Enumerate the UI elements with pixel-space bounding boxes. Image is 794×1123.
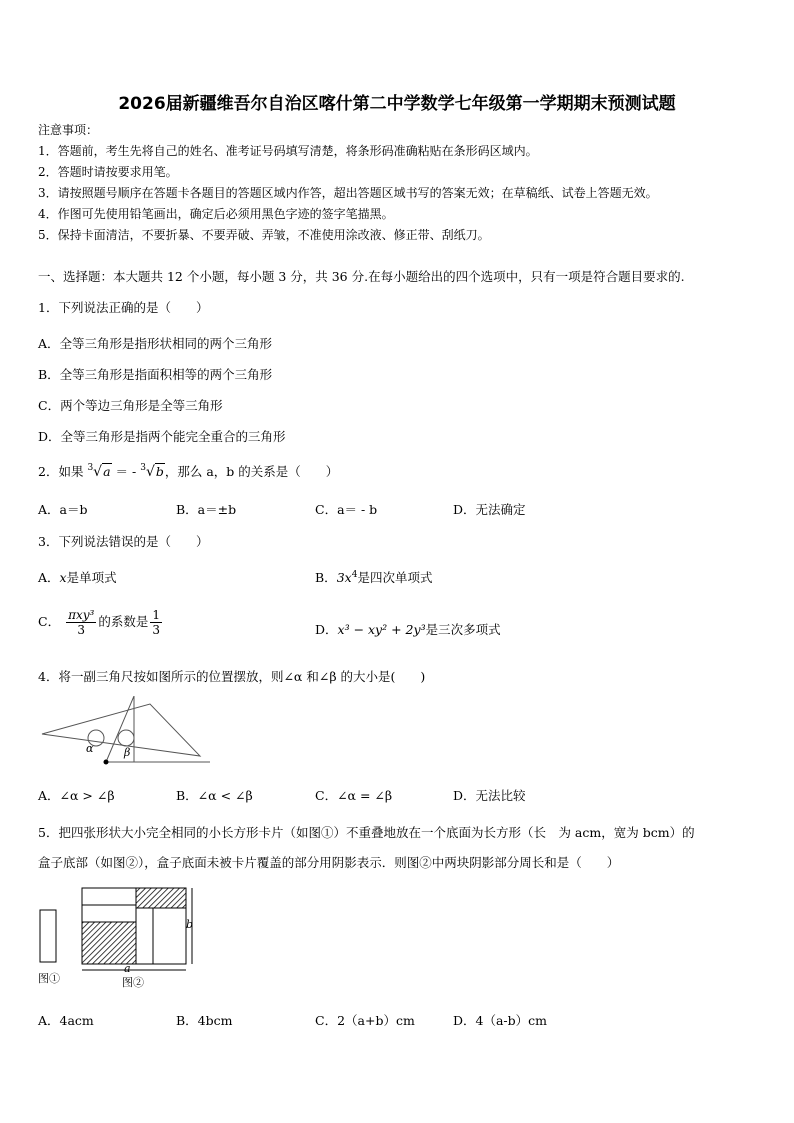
question-4-stem: 4．将一副三角尺按如图所示的位置摆放，则∠α 和∠β 的大小是( )	[38, 669, 426, 684]
question-2-option-b: B．a＝±b	[176, 502, 237, 517]
q2-eq: ＝ -	[115, 464, 141, 479]
cube-root-b: 3	[140, 463, 146, 473]
question-4-option-d: D．无法比较	[453, 788, 526, 803]
fraction-numerator: 1	[152, 608, 160, 622]
fig1-label: 图①	[38, 972, 60, 985]
dimension-b-label: b	[186, 918, 194, 931]
page-title: 2026届新疆维吾尔自治区喀什第二中学数学七年级第一学期期末预测试题	[118, 94, 676, 114]
question-2-option-c: C．a＝ - b	[315, 502, 378, 517]
notice-item-2: 2．答题时请按要求用笔。	[38, 165, 178, 179]
question-1-option-c: C．两个等边三角形是全等三角形	[38, 398, 223, 413]
root-a-var: a	[103, 464, 111, 479]
question-2-option-d: D．无法确定	[453, 502, 526, 517]
q2-prefix: 2．如果	[38, 464, 84, 479]
option-text: 是四次单项式	[357, 570, 433, 585]
fig2-label: 图②	[122, 976, 144, 989]
shaded-region-top-right	[136, 888, 186, 908]
hole-right	[118, 730, 134, 746]
question-3-stem: 3．下列说法错误的是（ ）	[38, 534, 209, 549]
fraction-denominator: 3	[77, 623, 85, 637]
question-4-option-b: B．∠α < ∠β	[176, 788, 253, 803]
q2-suffix: ，那么 a，b 的关系是（ ）	[164, 464, 339, 479]
dimension-a-label: a	[124, 962, 131, 975]
math-3x: 3x	[336, 570, 352, 585]
shaded-region-bottom-left	[82, 922, 136, 964]
question-5-option-c: C．2（a+b）cm	[315, 1013, 415, 1028]
question-5-option-d: D．4（a-b）cm	[453, 1013, 548, 1028]
option-text: 是三次多项式	[425, 622, 501, 637]
notice-heading: 注意事项：	[38, 123, 99, 137]
math-exponent: 4	[351, 569, 358, 580]
triangle-rulers-figure	[38, 696, 228, 774]
vertex-point	[104, 760, 109, 765]
question-3-option-d	[315, 620, 501, 638]
triangle-ruler-1	[42, 704, 200, 756]
box-cards-figure	[36, 884, 206, 992]
card-figure-1	[40, 910, 56, 962]
question-1-stem: 1．下列说法正确的是（ ）	[38, 300, 209, 315]
question-3-option-b	[315, 568, 432, 586]
root-b-var: b	[155, 464, 164, 479]
fraction-denominator: 3	[152, 623, 160, 637]
question-4-option-a: A．∠α > ∠β	[38, 788, 115, 803]
alpha-label: α	[86, 742, 94, 755]
question-2-stem: 2．如果 $^3$√a ＝ - $^3$√b，那么 a，b 的关系是（ ）	[38, 463, 339, 480]
notice-item-5: 5．保持卡面清洁，不要折暴、不要弄破、弄皱，不准使用涂改液、修正带、刮纸刀。	[38, 228, 490, 242]
question-3-option-a	[38, 568, 117, 586]
option-text: 是单项式	[66, 570, 117, 585]
question-5-line-1: 5．把四张形状大小完全相同的小长方形卡片（如图①）不重叠地放在一个底面为长方形（长 为 acm，宽为 bcm）的	[38, 825, 695, 840]
fraction-numerator: πxy³	[68, 608, 95, 622]
option-label: C．	[38, 614, 61, 629]
question-2-option-a: A．a＝b	[38, 502, 88, 517]
option-label: A．	[38, 570, 60, 585]
fraction-one-third	[150, 608, 162, 637]
question-5-option-b: B．4bcm	[176, 1013, 233, 1028]
cube-root-a: 3	[87, 463, 94, 473]
notice-item-3: 3．请按照题号顺序在答题卡各题目的答题区域内作答，超出答题区域书写的答案无效；在草稿纸、试卷上答题无效。	[38, 186, 658, 200]
option-label: D．	[315, 622, 338, 637]
question-3-option-c	[38, 608, 164, 637]
question-4-option-c: C．∠α = ∠β	[315, 788, 393, 803]
question-1-option-a: A．全等三角形是指形状相同的两个三角形	[38, 336, 273, 351]
question-5-option-a: A．4acm	[38, 1013, 94, 1028]
beta-label: β	[124, 746, 131, 759]
question-1-option-d: D．全等三角形是指两个能完全重合的三角形	[38, 429, 286, 444]
option-label: B．	[315, 570, 337, 585]
option-text: 的系数是	[98, 614, 149, 629]
math-polynomial: x³ − xy² + 2y³	[337, 622, 426, 637]
fraction-pixy3	[66, 608, 96, 637]
section-heading: 一、选择题：本大题共 12 个小题，每小题 3 分，共 36 分.在每小题给出的四个选项中，只有一项是符合题目要求的.	[38, 269, 685, 284]
math-x: x	[59, 570, 67, 585]
question-1-option-b: B．全等三角形是指面积相等的两个三角形	[38, 367, 273, 382]
notice-item-1: 1．答题前，考生先将自己的姓名、准考证号码填写清楚，将条形码准确粘贴在条形码区域内。	[38, 144, 538, 158]
notice-item-4: 4．作图可先使用铅笔画出，确定后必须用黑色字迹的签字笔描黑。	[38, 207, 394, 221]
question-5-line-2: 盒子底部（如图②），盒子底面未被卡片覆盖的部分用阴影表示．则图②中两块阴影部分周长和是（ ）	[38, 855, 620, 870]
